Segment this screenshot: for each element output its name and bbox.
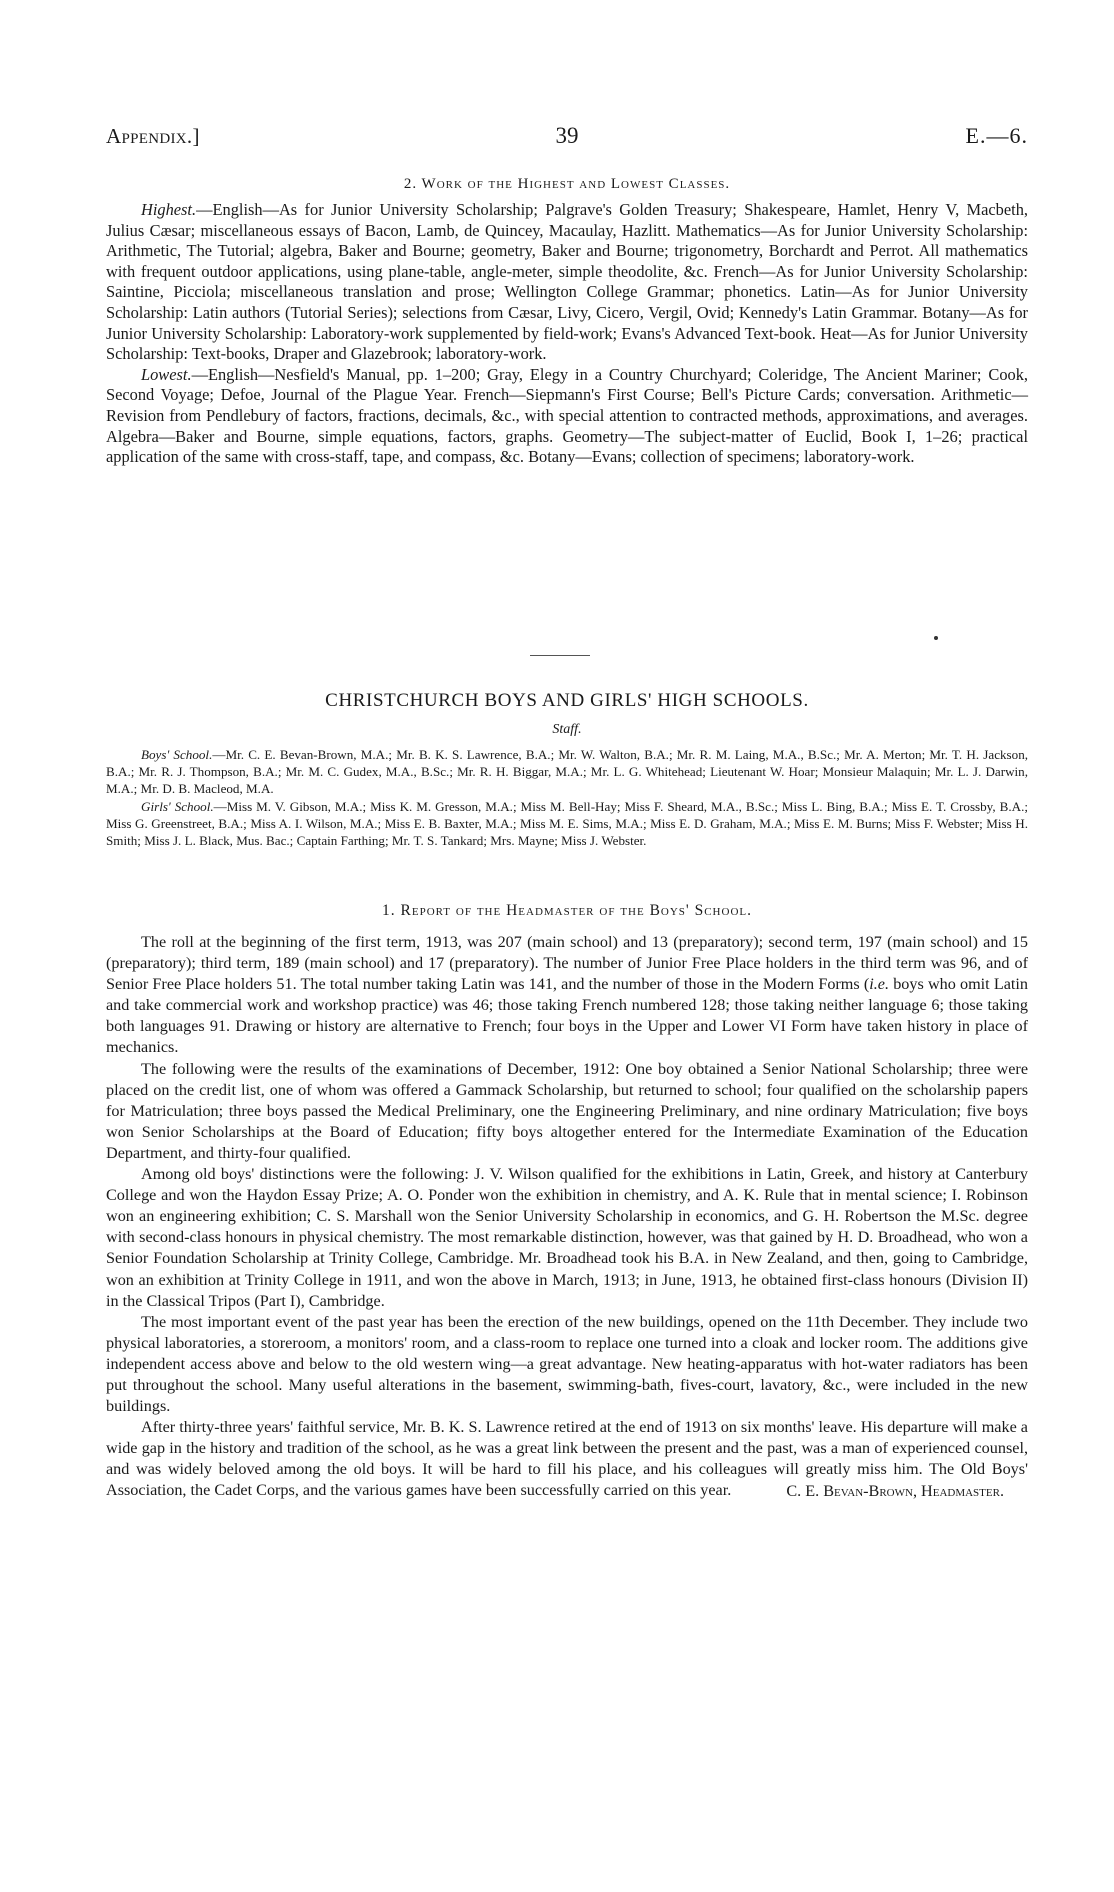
text-girls-staff: —Miss M. V. Gibson, M.A.; Miss K. M. Gresson, M.A.; Miss M. Bell-Hay; Miss F. Sheard, M.A., B.Sc.; Miss L. Bing, B.A.; Miss E. T. Crossby, B.A.; Miss G. Greenstreet, B.A.; Miss A. I. Wilson, M.A.; Miss E. B. Baxter, M.A.; Miss M. E. Sims, M.A.; Miss E. D. Graham, M.A.; Miss E. M. Burns; Miss F. Webster; Miss H. Smith; Miss J. L. Black, Mus. Bac.; Captain Farthing; Mr. T. S. Tankard; Mrs. Mayne; Miss J. Webster.	[106, 798, 1028, 849]
stray-mark	[934, 636, 938, 640]
paragraph-roll	[106, 932, 1028, 1059]
signature: C. E. Bevan-Brown, Headmaster.	[786, 1481, 1004, 1500]
paragraph-highest	[106, 200, 1028, 365]
paragraph-girls-staff	[106, 798, 1028, 850]
section-divider	[530, 655, 590, 656]
lead-lowest: Lowest.	[141, 364, 192, 384]
section-heading-report: 1. Report of the Headmaster of the Boys' School.	[382, 902, 752, 919]
paragraph-old-boys: Among old boys' distinctions were the following: J. V. Wilson qualified for the exhibitions in Latin, Greek, and history at Canterbury College and won the Haydon Essay Prize; A. O. Ponder won the exhibition in chemistry, and A. K. Rule that in mental science; I. Robinson won an engineering exhibition; C. S. Marshall won the Senior University Scholarship in economics, and G. H. Robertson the M.Sc. degree with second-class honours in physical chemistry. The most remarkable distinction, however, was that gained by H. D. Broadhead, who won a Senior Foundation Scholarship at Trinity College, Cambridge. Mr. Broadhead took his B.A. in New Zealand, and then, going to Cambridge, won an exhibition at Trinity College in 1911, and won the above in March, 1913; in June, 1913, he obtained first-class honours (Division II) in the Classical Tripos (Part I), Cambridge.	[106, 1165, 1028, 1310]
paragraph-exam-results: The following were the results of the examinations of December, 1912: One boy obtained a Senior National Scholarship; three were placed on the credit list, one of whom was offered a Gammack Scholarship, but returned to school; four qualified on the scholarship papers for Matriculation; three boys passed the Medical Preliminary, one the Engineering Preliminary, and nine ordinary Matriculation; five boys won Senior Scholarships at the Board of Education; fifty boys altogether entered for the Intermediate Examination of the Education Department, and thirty-four qualified.	[106, 1059, 1028, 1162]
section-headmaster-report	[106, 902, 1028, 1502]
staff-label: Staff.	[552, 722, 582, 737]
lead-girls-school: Girls' School.	[141, 798, 214, 814]
page-number: 39	[555, 123, 579, 148]
section-class-work	[106, 176, 1028, 468]
paragraph-lawrence: After thirty-three years' faithful service, Mr. B. K. S. Lawrence retired at the end of 1913 on six months' leave. His departure will make a wide gap in the history and tradition of the school, as he was a great link between the present and the past, was a man of experienced counsel, and was widely beloved among the old boys. It will be hard to fill his place, and his colleagues will greatly miss him. The Old Boys' Association, the Cadet Corps, and the various games have been successfully carried on this year.	[106, 1418, 1028, 1500]
paragraph-new-buildings: The most important event of the past year has been the erection of the new buildings, opened on the 11th December. They include two physical laboratories, a storeroom, a monitors' room, and a class-room to replace one turned into a cloak and locker room. The additions give independent access above and below to the old western wing—a great advantage. New heating-apparatus with hot-water radiators has been put throughout the school. Many useful alterations in the basement, swimming-bath, fives-court, lavatory, &c., were included in the new buildings.	[106, 1312, 1028, 1416]
paragraph-boys-staff	[106, 746, 1028, 798]
text-highest: —English—As for Junior University Scholarship; Palgrave's Golden Treasury; Shakespeare, Hamlet, Henry V, Macbeth, Julius Cæsar; miscellaneous essays of Bacon, Lamb, de Quincey, Macaulay, Hazlitt. Mathematics—As for Junior University Scholarship: Arithmetic, The Tutorial; algebra, Baker and Bourne; geometry, Baker and Bourne; trigonometry, Borchardt and Perrot. All mathematics with frequent outdoor applications, using plane-table, angle-meter, simple theodolite, &c. French—As for Junior University Scholarship: Saintine, Picciola; miscellaneous translation and prose; Wellington College Grammar; phonetics. Latin—As for Junior University Scholarship: Latin authors (Tutorial Series); selections from Cæsar, Livy, Cicero, Vergil, Ovid; Kennedy's Latin Grammar. Botany—As for Junior University Scholarship: Laboratory-work supplemented by field-work; Evans's Advanced Text-book. Heat—As for Junior University Scholarship: Text-books, Draper and Glazebrook; laboratory-work.	[106, 200, 1028, 364]
schools-title: CHRISTCHURCH BOYS AND GIRLS' HIGH SCHOOLS.	[325, 690, 809, 711]
running-head-left: Appendix.]	[106, 124, 200, 148]
paragraph-lowest	[106, 365, 1028, 468]
section-heading-class-work: 2. Work of the Highest and Lowest Classes.	[403, 176, 731, 192]
running-head-right: E.—6.	[965, 123, 1028, 148]
text-roll-ie: i.e.	[869, 975, 890, 994]
text-roll-a: The roll at the beginning of the first term, 1913, was 207 (main school) and 13 (preparatory); second term, 197 (main school) and 15 (preparatory); third term, 189 (main school) and 17 (preparatory). The number of Junior Free Place holders in the third term was 96, and of Senior Free Place holders 51. The total number taking Latin was 141, and the number of those in the Modern Forms (	[106, 933, 1028, 994]
text-roll-b: boys who omit Latin and take commercial work and workshop practice) was 46; those taking French numbered 128; those taking neither language 6; those taking both languages 91. Drawing or history are alternative to French; four boys in the Upper and Lower VI Form have taken history in place of mechanics.	[106, 975, 1028, 1057]
text-lowest: —English—Nesfield's Manual, pp. 1–200; Gray, Elegy in a Country Churchyard; Coleridge, The Ancient Mariner; Cook, Second Voyage; Defoe, Journal of the Plague Year. French—Siepmann's First Course; Bell's Picture Cards; conversation. Arithmetic—Revision from Pendlebury of factors, fractions, decimals, &c., with special attention to contracted methods, approximations, and averages. Algebra—Baker and Bourne, simple equations, factors, graphs. Geometry—The subject-matter of Euclid, Book I, 1–26; practical application of the same with cross-staff, tape, and compass, &c. Botany—Evans; collection of specimens; laboratory-work.	[106, 364, 1028, 467]
text-boys-staff: —Mr. C. E. Bevan-Brown, M.A.; Mr. B. K. S. Lawrence, B.A.; Mr. W. Walton, B.A.; Mr. R. M. Laing, M.A., B.Sc.; Mr. A. Merton; Mr. T. H. Jackson, B.A.; Mr. R. J. Thompson, B.A.; Mr. M. C. Gudex, M.A., B.Sc.; Mr. R. H. Biggar, M.A.; Mr. L. G. Whitehead; Lieutenant W. Hoar; Monsieur Malaquin; Mr. L. J. Darwin, M.A.; Mr. D. B. Macleod, M.A.	[106, 747, 1029, 797]
section-staff	[106, 690, 1028, 849]
lead-boys-school: Boys' School.	[141, 747, 213, 762]
lead-highest: Highest.	[141, 200, 197, 219]
